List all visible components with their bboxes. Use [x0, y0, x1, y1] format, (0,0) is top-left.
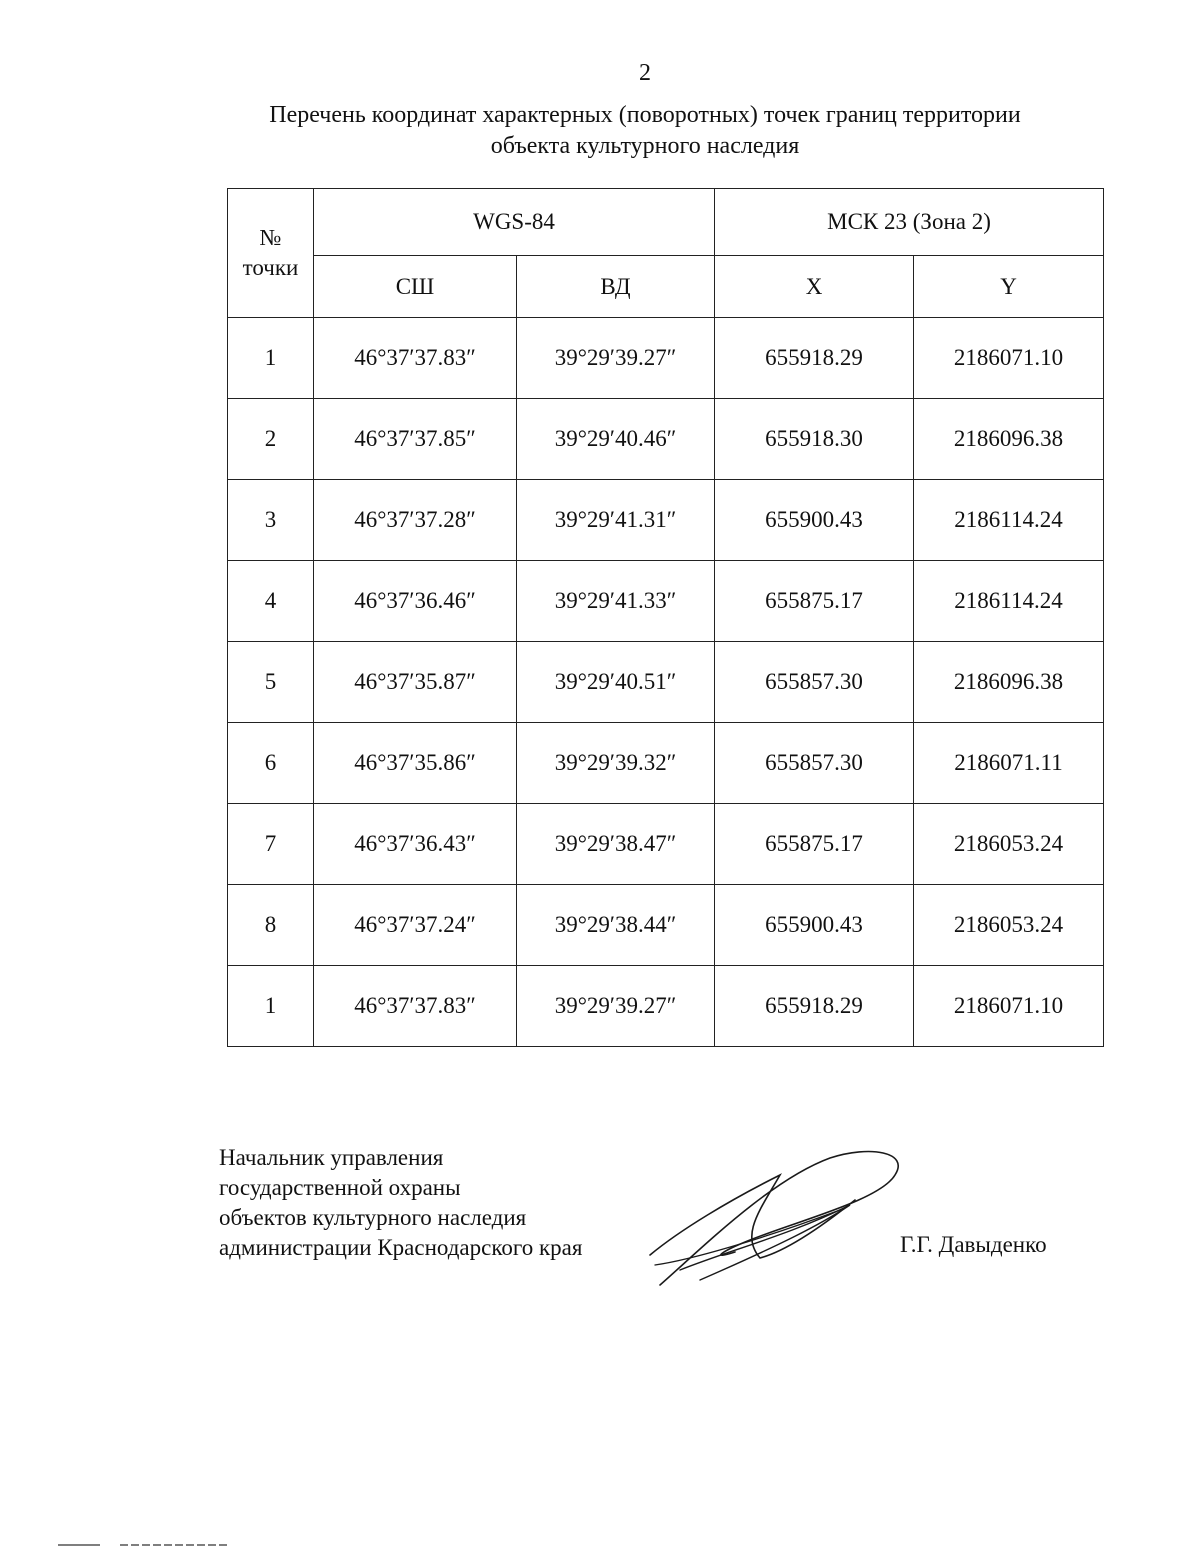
table-header-row-1 [228, 189, 1104, 256]
table-row [228, 804, 1104, 885]
cell-x: 655857.30 [715, 642, 914, 723]
signer-position [219, 1143, 582, 1263]
cell-point-number: 8 [228, 885, 314, 966]
cell-x: 655900.43 [715, 480, 914, 561]
cell-longitude: 39°29′40.46″ [517, 399, 715, 480]
cell-latitude: 46°37′36.43″ [314, 804, 517, 885]
coordinates-table [227, 188, 1104, 1047]
cell-y: 2186053.24 [914, 885, 1104, 966]
cell-point-number: 1 [228, 318, 314, 399]
page-number: 2 [639, 60, 651, 86]
cell-y: 2186096.38 [914, 642, 1104, 723]
cell-longitude: 39°29′41.31″ [517, 480, 715, 561]
table-row [228, 480, 1104, 561]
cell-x: 655900.43 [715, 885, 914, 966]
header-wgs84: WGS-84 [314, 189, 715, 256]
cell-longitude: 39°29′38.47″ [517, 804, 715, 885]
table-row [228, 723, 1104, 804]
document-title-line-1: Перечень координат характерных (поворотных) точек границ территории [269, 102, 1021, 128]
handwritten-signature [640, 1140, 920, 1300]
cell-x: 655918.29 [715, 318, 914, 399]
header-latitude: СШ [314, 256, 517, 318]
table-header-row-2 [228, 256, 1104, 318]
cell-point-number: 2 [228, 399, 314, 480]
table-row [228, 318, 1104, 399]
cell-longitude: 39°29′39.27″ [517, 318, 715, 399]
cell-latitude: 46°37′37.24″ [314, 885, 517, 966]
signer-position-line-1: Начальник управления [219, 1145, 444, 1170]
cell-x: 655857.30 [715, 723, 914, 804]
table-row [228, 966, 1104, 1047]
document-title [200, 100, 1090, 162]
signer-position-line-4: администрации Краснодарского края [219, 1235, 583, 1260]
table-row [228, 561, 1104, 642]
cell-y: 2186071.10 [914, 966, 1104, 1047]
table-row [228, 399, 1104, 480]
cell-longitude: 39°29′41.33″ [517, 561, 715, 642]
cell-latitude: 46°37′37.83″ [314, 966, 517, 1047]
cell-longitude: 39°29′39.32″ [517, 723, 715, 804]
cell-y: 2186053.24 [914, 804, 1104, 885]
cell-y: 2186071.11 [914, 723, 1104, 804]
cell-latitude: 46°37′37.85″ [314, 399, 517, 480]
cell-x: 655918.29 [715, 966, 914, 1047]
header-number-word: точки [242, 255, 299, 280]
cell-point-number: 5 [228, 642, 314, 723]
footer-scan-marks [58, 1543, 228, 1547]
cell-longitude: 39°29′39.27″ [517, 966, 715, 1047]
cell-point-number: 1 [228, 966, 314, 1047]
cell-x: 655875.17 [715, 804, 914, 885]
document-title-line-2: объекта культурного наследия [490, 133, 800, 159]
cell-y: 2186114.24 [914, 480, 1104, 561]
cell-x: 655875.17 [715, 561, 914, 642]
signer-name: Г.Г. Давыденко [900, 1232, 1047, 1257]
header-number-sign: № [259, 225, 282, 250]
header-y: Y [914, 256, 1104, 318]
cell-point-number: 3 [228, 480, 314, 561]
cell-latitude: 46°37′35.87″ [314, 642, 517, 723]
header-point-number [228, 189, 314, 318]
cell-latitude: 46°37′36.46″ [314, 561, 517, 642]
header-x: X [715, 256, 914, 318]
table-row [228, 642, 1104, 723]
table-row [228, 885, 1104, 966]
cell-x: 655918.30 [715, 399, 914, 480]
cell-y: 2186071.10 [914, 318, 1104, 399]
cell-longitude: 39°29′40.51″ [517, 642, 715, 723]
cell-point-number: 4 [228, 561, 314, 642]
cell-latitude: 46°37′35.86″ [314, 723, 517, 804]
cell-y: 2186096.38 [914, 399, 1104, 480]
signer-position-line-3: объектов культурного наследия [219, 1205, 527, 1230]
cell-y: 2186114.24 [914, 561, 1104, 642]
cell-point-number: 6 [228, 723, 314, 804]
cell-latitude: 46°37′37.83″ [314, 318, 517, 399]
signer-position-line-2: государственной охраны [219, 1175, 461, 1200]
header-longitude: ВД [517, 256, 715, 318]
cell-latitude: 46°37′37.28″ [314, 480, 517, 561]
cell-point-number: 7 [228, 804, 314, 885]
cell-longitude: 39°29′38.44″ [517, 885, 715, 966]
header-msk23: МСК 23 (Зона 2) [715, 189, 1104, 256]
